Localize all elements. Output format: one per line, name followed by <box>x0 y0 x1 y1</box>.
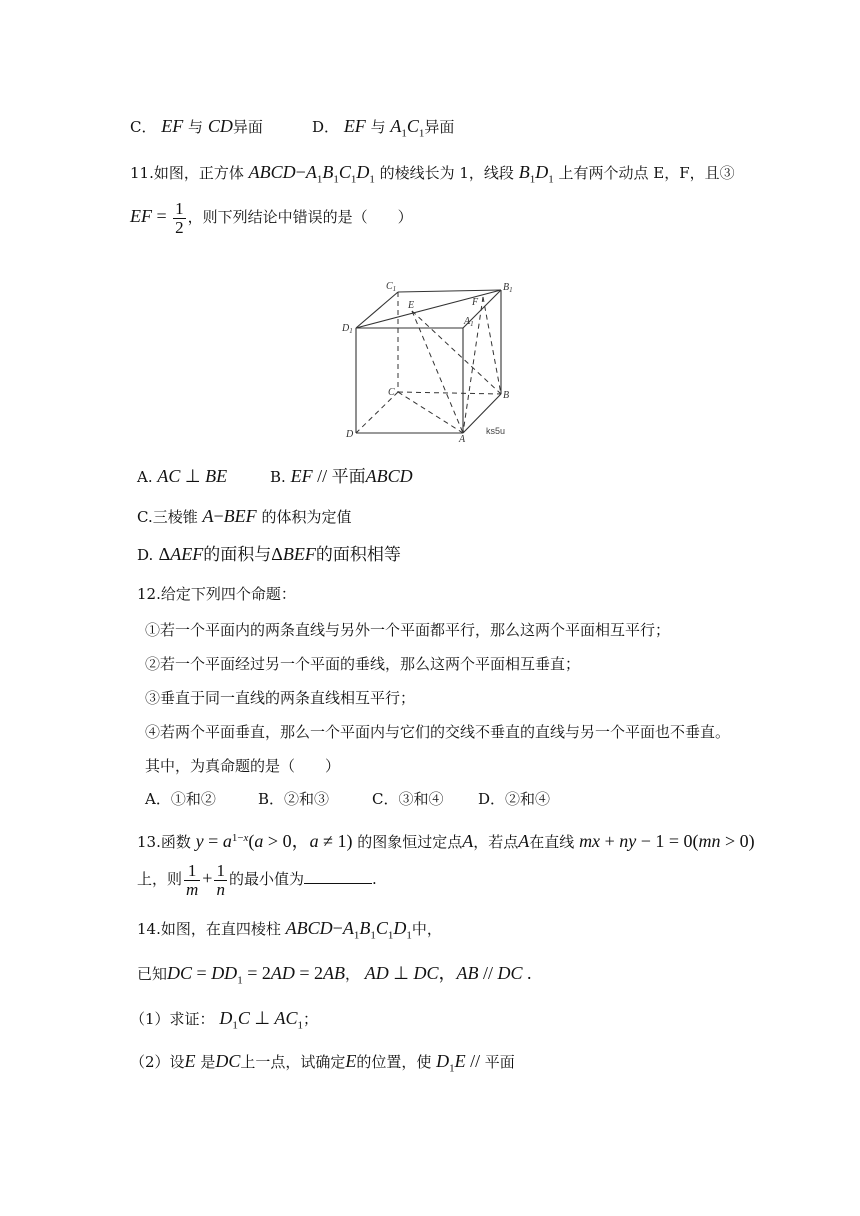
q12-option-c: C．③和④ <box>372 790 444 808</box>
q11-option-c: C.三棱锥 A−BEF 的体积为定值 <box>137 506 352 526</box>
q12-proposition-3: ③垂直于同一直线的两条直线相互平行； <box>145 689 416 707</box>
math-cd: CD <box>207 116 233 136</box>
q12-proposition-1: ①若一个平面内的两条直线与另外一个平面都平行，那么这两个平面相互平行； <box>145 621 671 639</box>
q12-option-d: D．②和④ <box>478 790 551 808</box>
label-a1: $A_1$ <box>464 316 474 328</box>
q10-option-c: C． EF 与 CD异面 <box>130 116 263 136</box>
math-ef: EF <box>161 116 184 136</box>
answer-blank <box>304 867 372 884</box>
q11-option-d: D. ΔAEF的面积与ΔBEF的面积相等 <box>137 544 401 565</box>
q11-stem-line1: 11.如图，正方体 $ABCD-A_1B_1C_1D_1$ 的棱线长为 1，线段 $B_1D_1$ 上有两个动点 E，F，且③ <box>130 162 735 186</box>
fraction-one-half: $\frac{1}{2}$ <box>175 198 184 237</box>
q14-subquestion-2: （2）设E 是DC上一点，试确定E的位置，使 $D_1E$ // 平面 <box>130 1051 515 1075</box>
math-ef: EF <box>343 116 366 136</box>
label-e: E <box>408 300 415 311</box>
cube-figure <box>336 276 526 446</box>
math-a1c1: $A_1C_1$ <box>390 116 425 140</box>
label-d1: $D_1$ <box>342 323 353 335</box>
q14-stem-line1: 14.如图，在直四棱柱 $ABCD-A_1B_1C_1D_1$中， <box>137 918 442 942</box>
label-a: A <box>459 434 466 445</box>
label-b: B <box>503 390 510 401</box>
label-c1: $C_1$ <box>386 281 397 293</box>
q12-question: 其中，为真命题的是（ ） <box>145 757 341 775</box>
math-cube: ABCD <box>248 162 296 182</box>
q12-proposition-4: ④若两个平面垂直，那么一个平面内与它们的交线不垂直的直线与另一个平面也不垂直。 <box>145 723 731 741</box>
fraction-1-over-m: $\frac{1}{m}$ <box>186 860 199 899</box>
label-f: F <box>472 297 479 308</box>
q13-stem-line2: 上，则 $\frac{1}{m}$ + $\frac{1}{n}$ 的最小值为 . <box>137 860 377 899</box>
q10-option-d: D． EF 与 $A_1C_1$异面 <box>312 116 455 140</box>
label-c: C <box>388 387 395 398</box>
q11-option-b: B. EF // 平面ABCD <box>270 466 413 487</box>
watermark-ks5u: ks5u <box>486 426 506 436</box>
q13-stem-line1: 13.函数 $y = a^{1-x}(a > 0$，a ≠ 1) 的图象恒过定点A，若点A在直线 mx + ny − 1 = 0(mn > 0) <box>137 831 755 851</box>
math-ef-eq: EF <box>130 206 152 226</box>
q11-stem-line2: EF = $\frac{1}{2}$ ，则下列结论中错误的是（ ） <box>130 198 413 237</box>
q12-stem: 12.给定下列四个命题： <box>137 585 296 603</box>
q12-option-b: B．②和③ <box>258 790 330 808</box>
label-d: D <box>346 429 354 440</box>
fraction-1-over-n: $\frac{1}{n}$ <box>216 860 225 899</box>
q11-option-a: A. AC ⊥ BE <box>137 466 228 486</box>
math-b1d1: $B_1D_1$ <box>518 162 554 186</box>
q14-stem-line2: 已知DC = $DD_1 = 2AD = 2AB$， AD ⊥ DC，AB // DC . <box>137 963 532 987</box>
q14-subquestion-1: （1）求证： $D_1C$ ⊥ $AC_1$； <box>130 1008 319 1032</box>
q12-option-a: A．①和② <box>145 790 216 808</box>
label-b1: $B_1$ <box>503 282 513 294</box>
q12-proposition-2: ②若一个平面经过另一个平面的垂线，那么这两个平面相互垂直； <box>145 655 581 673</box>
